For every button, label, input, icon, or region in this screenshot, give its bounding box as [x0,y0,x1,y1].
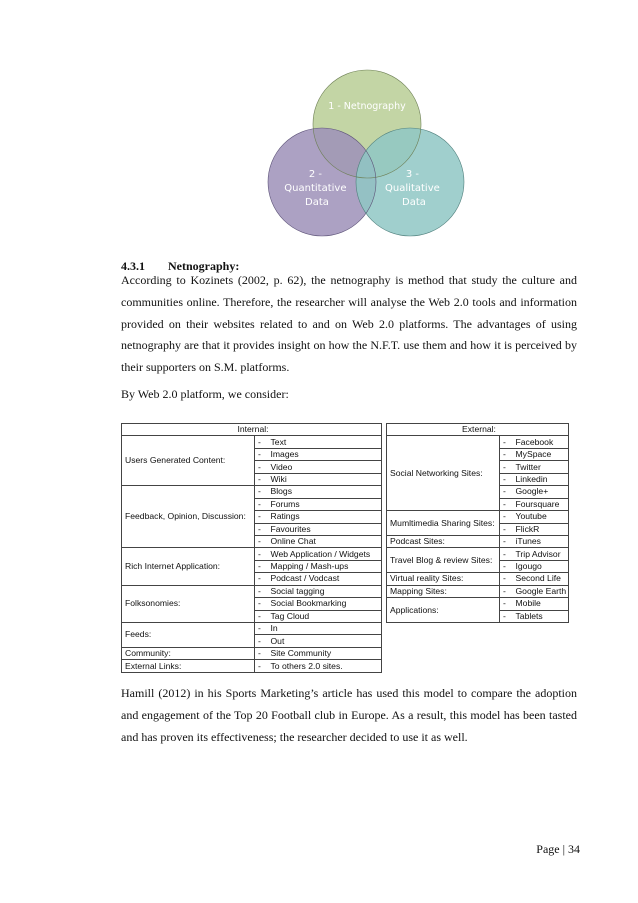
table-item: In [268,623,382,635]
table-header: Internal: [122,424,382,436]
table-item: Twitter [513,461,569,473]
venn-diagram [0,0,638,250]
venn-label-line: Data [305,197,329,208]
intro-paragraph: According to Kozinets (2002, p. 62), the netnography is method that study the culture and communities online. Therefore, the researcher will analyse the Web 2.0 tools and information provided on their websites related to and on Web 2.0 platforms. The advantages of using netnography are that it provides insight on how the N.F.T. use them and how it is perceived by their supporters on S.M. platforms. [121,273,577,375]
table-row [387,598,569,610]
table-item: Mapping / Mash-ups [268,560,382,572]
table-category: Mumltimedia Sharing Sites: [387,511,500,536]
table-category: Travel Blog & review Sites: [387,548,500,573]
table-header-row [122,424,382,436]
table-category: Feedback, Opinion, Discussion: [122,486,255,548]
bullet-dash: - [255,585,268,597]
table-item: MySpace [513,448,569,460]
table-item: Tablets [513,610,569,622]
conclusion-paragraph: Hamill (2012) in his Sports Marketing’s article has used this model to compare the adoption and engagement of the Top 20 Football club in Europe. As a result, this model has been tasted and has proven its effectiveness; the researcher decided to use it as well. [121,686,577,744]
bullet-dash: - [255,511,268,523]
bullet-dash: - [255,461,268,473]
table-row [387,548,569,560]
table-row [387,573,569,585]
section-title: Netnography: [168,259,240,273]
table-item: Online Chat [268,535,382,547]
external-table [386,423,569,623]
page-number: Page | 34 [536,842,580,856]
bullet-dash: - [255,660,268,672]
internal-table [121,423,382,673]
table-item: Mobile [513,598,569,610]
table-item: Social Bookmarking [268,598,382,610]
table-item: Foursquare [513,498,569,510]
bullet-dash: - [255,523,268,535]
table-row [122,548,382,560]
venn-label-netnography [328,101,406,112]
table-item: To others 2.0 sites. [268,660,382,672]
table-item: iTunes [513,535,569,547]
table-item: Google Earth [513,585,569,597]
table-category: Podcast Sites: [387,535,500,547]
table-category: Mapping Sites: [387,585,500,597]
bullet-dash: - [500,486,513,498]
bullet-dash: - [500,448,513,460]
table-item: Out [268,635,382,647]
table-item: Tag Cloud [268,610,382,622]
bullet-dash: - [500,548,513,560]
bullet-dash: - [500,473,513,485]
table-category: Virtual reality Sites: [387,573,500,585]
table-item: Wiki [268,473,382,485]
table-row [122,647,382,659]
bullet-dash: - [255,647,268,659]
bullet-dash: - [500,598,513,610]
venn-label-line: Data [402,197,426,208]
table-category: Applications: [387,598,500,623]
table-item: Google+ [513,486,569,498]
bullet-dash: - [255,486,268,498]
table-item: Linkedin [513,473,569,485]
table-item: Facebook [513,436,569,448]
venn-label-line: 3 - [405,169,419,180]
table-row [122,660,382,672]
venn-label-line: 1 - Netnography [328,101,406,112]
table-row [387,436,569,448]
table-category: Community: [122,647,255,659]
bullet-dash: - [500,610,513,622]
table-item: Social tagging [268,585,382,597]
bullet-dash: - [500,535,513,547]
bullet-dash: - [255,548,268,560]
table-item: Text [268,436,382,448]
bullet-dash: - [500,585,513,597]
table-row [387,535,569,547]
table-header-row [387,424,569,436]
table-item: Igougo [513,560,569,572]
table-row [122,486,382,498]
table-row [122,623,382,635]
table-category: Folksonomies: [122,585,255,622]
table-header: External: [387,424,569,436]
table-item: Web Application / Widgets [268,548,382,560]
table-item: Forums [268,498,382,510]
platform-intro-paragraph: By Web 2.0 platform, we consider: [121,387,289,401]
bullet-dash: - [500,523,513,535]
bullet-dash: - [255,498,268,510]
table-item: Second Life [513,573,569,585]
venn-label-line: Qualitative [385,183,440,194]
bullet-dash: - [500,573,513,585]
table-item: Ratings [268,511,382,523]
table-item: Video [268,461,382,473]
table-category: Social Networking Sites: [387,436,500,511]
bullet-dash: - [255,635,268,647]
venn-label-line: Quantitative [284,183,347,194]
table-category: Rich Internet Application: [122,548,255,585]
bullet-dash: - [255,623,268,635]
table-row [122,585,382,597]
table-row [122,436,382,448]
table-category: Users Generated Content: [122,436,255,486]
table-item: Favourites [268,523,382,535]
table-row [387,511,569,523]
venn-label-line: 2 - [308,169,322,180]
bullet-dash: - [500,560,513,572]
table-item: Site Community [268,647,382,659]
bullet-dash: - [255,448,268,460]
table-item: Trip Advisor [513,548,569,560]
bullet-dash: - [255,436,268,448]
bullet-dash: - [255,535,268,547]
bullet-dash: - [255,610,268,622]
venn-circle-qualitative [356,128,464,236]
bullet-dash: - [500,498,513,510]
bullet-dash: - [500,511,513,523]
internal-table-body [122,424,382,673]
bullet-dash: - [500,436,513,448]
external-table-body [387,424,569,623]
bullet-dash: - [255,473,268,485]
table-item: Blogs [268,486,382,498]
table-item: Youtube [513,511,569,523]
table-item: Images [268,448,382,460]
table-item: Podcast / Vodcast [268,573,382,585]
table-category: External Links: [122,660,255,672]
table-item: FlickR [513,523,569,535]
bullet-dash: - [500,461,513,473]
table-row [387,585,569,597]
bullet-dash: - [255,573,268,585]
table-category: Feeds: [122,623,255,648]
bullet-dash: - [255,598,268,610]
section-number: 4.3.1 [121,259,145,273]
bullet-dash: - [255,560,268,572]
